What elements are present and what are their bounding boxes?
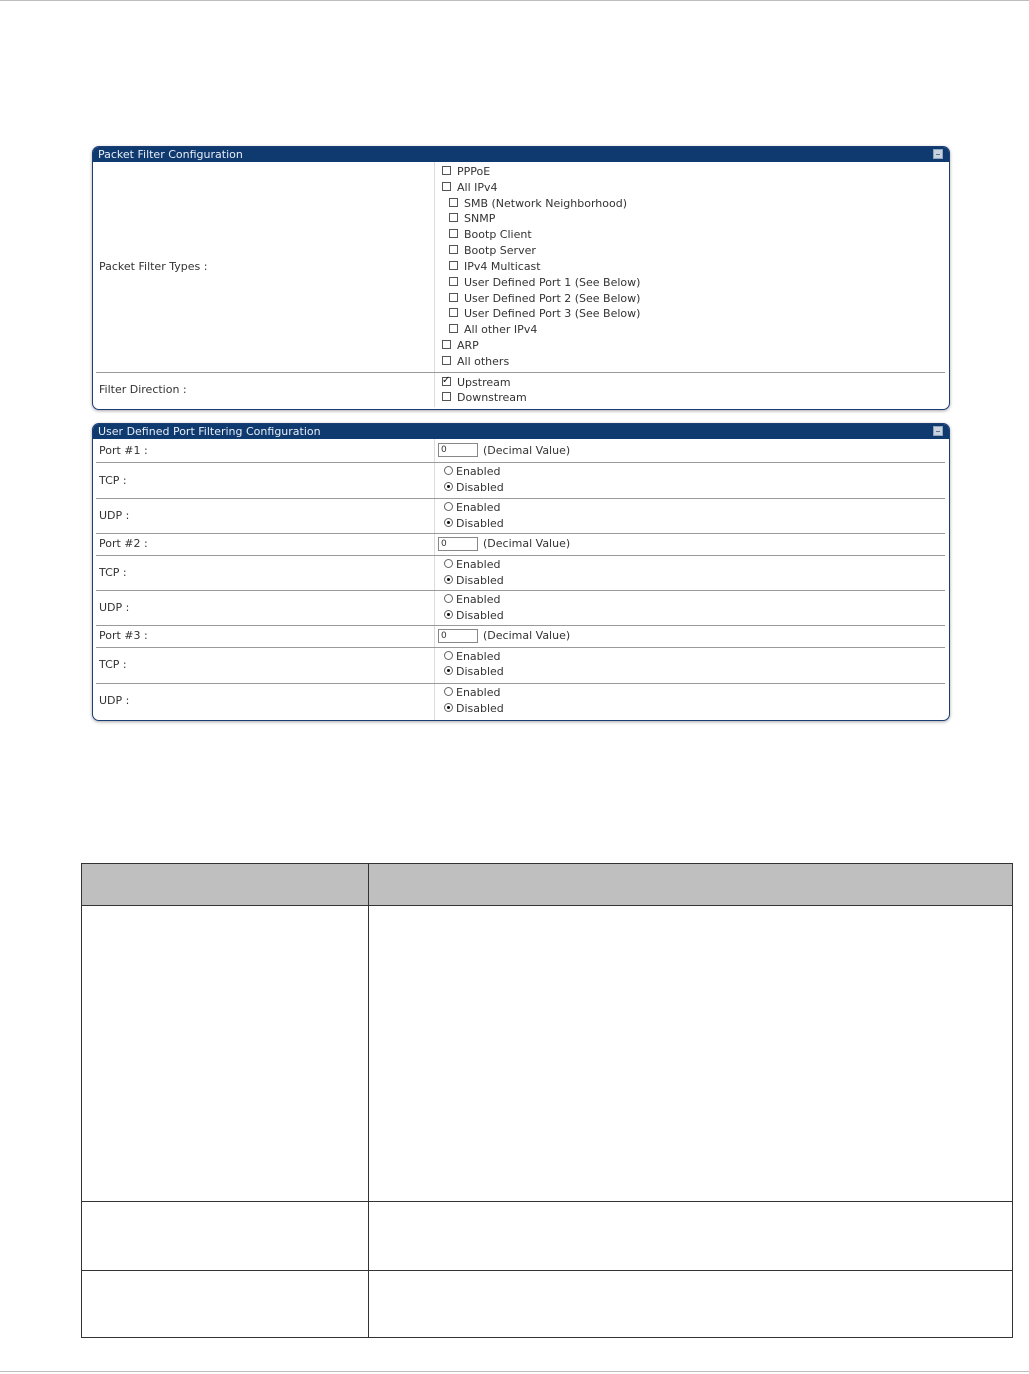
column-divider	[434, 439, 435, 463]
packet-filter-panel	[92, 146, 950, 410]
radio-icon[interactable]	[444, 651, 453, 660]
radio-icon[interactable]	[444, 502, 453, 511]
port-2-udp-disabled[interactable]: Disabled	[444, 609, 504, 623]
port-2-row	[93, 534, 949, 556]
port-3-udp-row	[93, 684, 949, 720]
filter-type-snmp[interactable]: SNMP	[449, 212, 495, 226]
column-divider	[434, 626, 435, 648]
port-3-tcp-enabled[interactable]: Enabled	[444, 650, 500, 664]
filter-type-pppoe[interactable]: PPPoE	[442, 165, 490, 179]
radio-selected-icon[interactable]	[444, 666, 453, 675]
port-3-label: Port #3 :	[99, 629, 148, 642]
checkbox-icon[interactable]	[449, 293, 458, 302]
port-1-tcp-row	[93, 463, 949, 499]
packet-filter-types-label: Packet Filter Types :	[99, 260, 208, 273]
direction-upstream[interactable]: ✓Upstream	[442, 376, 511, 390]
port-1-udp-row	[93, 499, 949, 534]
port-2-udp-row	[93, 591, 949, 626]
checkbox-icon[interactable]	[449, 213, 458, 222]
checkbox-checked-icon[interactable]	[442, 377, 451, 386]
collapse-icon[interactable]	[933, 426, 943, 436]
table-row-divider	[82, 1270, 1012, 1271]
port-2-label: Port #2 :	[99, 537, 148, 550]
attribute-table	[81, 863, 1013, 1338]
port-3-tcp-label: TCP :	[99, 658, 127, 671]
port-1-row	[93, 439, 949, 463]
port-2-input[interactable]	[438, 537, 478, 551]
port-3-udp-label: UDP :	[99, 694, 130, 707]
column-divider	[434, 373, 435, 407]
checkbox-icon[interactable]	[449, 198, 458, 207]
filter-type-all-other-ipv4[interactable]: All other IPv4	[449, 323, 537, 337]
filter-direction-row	[93, 373, 949, 407]
radio-icon[interactable]	[444, 594, 453, 603]
radio-selected-icon[interactable]	[444, 575, 453, 584]
port-3-udp-enabled[interactable]: Enabled	[444, 686, 500, 700]
packet-filter-types-row	[93, 162, 949, 373]
checkbox-icon[interactable]	[449, 229, 458, 238]
column-divider	[434, 684, 435, 720]
port-1-udp-label: UDP :	[99, 509, 130, 522]
port-2-udp-enabled[interactable]: Enabled	[444, 593, 500, 607]
radio-selected-icon[interactable]	[444, 610, 453, 619]
column-divider	[434, 556, 435, 591]
user-port-panel-title: User Defined Port Filtering Configuration	[98, 425, 321, 438]
checkbox-icon[interactable]	[442, 166, 451, 175]
checkbox-icon[interactable]	[449, 324, 458, 333]
port-2-tcp-row	[93, 556, 949, 591]
port-1-input[interactable]	[438, 443, 478, 457]
filter-type-user-port-2[interactable]: User Defined Port 2 (See Below)	[449, 292, 640, 306]
port-2-tcp-label: TCP :	[99, 566, 127, 579]
attribute-table-header	[82, 864, 1012, 905]
column-divider	[434, 162, 435, 373]
port-3-row	[93, 626, 949, 648]
decimal-hint: (Decimal Value)	[483, 629, 571, 642]
radio-icon[interactable]	[444, 687, 453, 696]
table-column-divider	[368, 864, 369, 1337]
port-1-tcp-enabled[interactable]: Enabled	[444, 465, 500, 479]
page-bottom-rule	[0, 1371, 1029, 1372]
decimal-hint: (Decimal Value)	[483, 444, 571, 457]
column-divider	[434, 534, 435, 556]
filter-type-all-others[interactable]: All others	[442, 355, 509, 369]
port-1-udp-enabled[interactable]: Enabled	[444, 501, 500, 515]
packet-filter-panel-title: Packet Filter Configuration	[98, 148, 243, 161]
user-port-panel	[92, 423, 950, 721]
radio-icon[interactable]	[444, 466, 453, 475]
radio-selected-icon[interactable]	[444, 703, 453, 712]
port-2-tcp-enabled[interactable]: Enabled	[444, 558, 500, 572]
checkbox-icon[interactable]	[442, 392, 451, 401]
port-2-tcp-disabled[interactable]: Disabled	[444, 574, 504, 588]
port-1-tcp-disabled[interactable]: Disabled	[444, 481, 504, 495]
column-divider	[434, 591, 435, 626]
filter-type-bootp-server[interactable]: Bootp Server	[449, 244, 536, 258]
column-divider	[434, 499, 435, 534]
direction-downstream[interactable]: Downstream	[442, 391, 527, 405]
checkbox-icon[interactable]	[442, 182, 451, 191]
filter-direction-label: Filter Direction :	[99, 383, 187, 396]
radio-selected-icon[interactable]	[444, 482, 453, 491]
column-divider	[434, 463, 435, 499]
checkbox-icon[interactable]	[442, 356, 451, 365]
filter-type-all-ipv4[interactable]: All IPv4	[442, 181, 498, 195]
port-1-tcp-label: TCP :	[99, 474, 127, 487]
port-2-udp-label: UDP :	[99, 601, 130, 614]
checkbox-icon[interactable]	[449, 245, 458, 254]
port-1-label: Port #1 :	[99, 444, 148, 457]
checkbox-icon[interactable]	[442, 340, 451, 349]
port-1-udp-disabled[interactable]: Disabled	[444, 517, 504, 531]
filter-type-user-port-1[interactable]: User Defined Port 1 (See Below)	[449, 276, 640, 290]
radio-icon[interactable]	[444, 559, 453, 568]
column-divider	[434, 648, 435, 684]
filter-type-smb[interactable]: SMB (Network Neighborhood)	[449, 197, 627, 211]
filter-type-bootp-client[interactable]: Bootp Client	[449, 228, 532, 242]
filter-type-user-port-3[interactable]: User Defined Port 3 (See Below)	[449, 307, 640, 321]
collapse-icon[interactable]	[933, 149, 943, 159]
user-port-panel-header	[93, 424, 949, 439]
packet-filter-panel-header	[93, 147, 949, 162]
table-row-divider	[82, 1201, 1012, 1202]
filter-type-ipv4-multicast[interactable]: IPv4 Multicast	[449, 260, 541, 274]
decimal-hint: (Decimal Value)	[483, 537, 571, 550]
checkbox-icon[interactable]	[449, 277, 458, 286]
filter-type-arp[interactable]: ARP	[442, 339, 479, 353]
port-3-tcp-disabled[interactable]: Disabled	[444, 665, 504, 679]
checkbox-icon[interactable]	[449, 308, 458, 317]
port-3-tcp-row	[93, 648, 949, 684]
port-3-input[interactable]	[438, 629, 478, 643]
radio-selected-icon[interactable]	[444, 518, 453, 527]
page-top-rule	[0, 0, 1029, 1]
checkbox-icon[interactable]	[449, 261, 458, 270]
table-row-divider	[82, 905, 1012, 906]
port-3-udp-disabled[interactable]: Disabled	[444, 702, 504, 716]
